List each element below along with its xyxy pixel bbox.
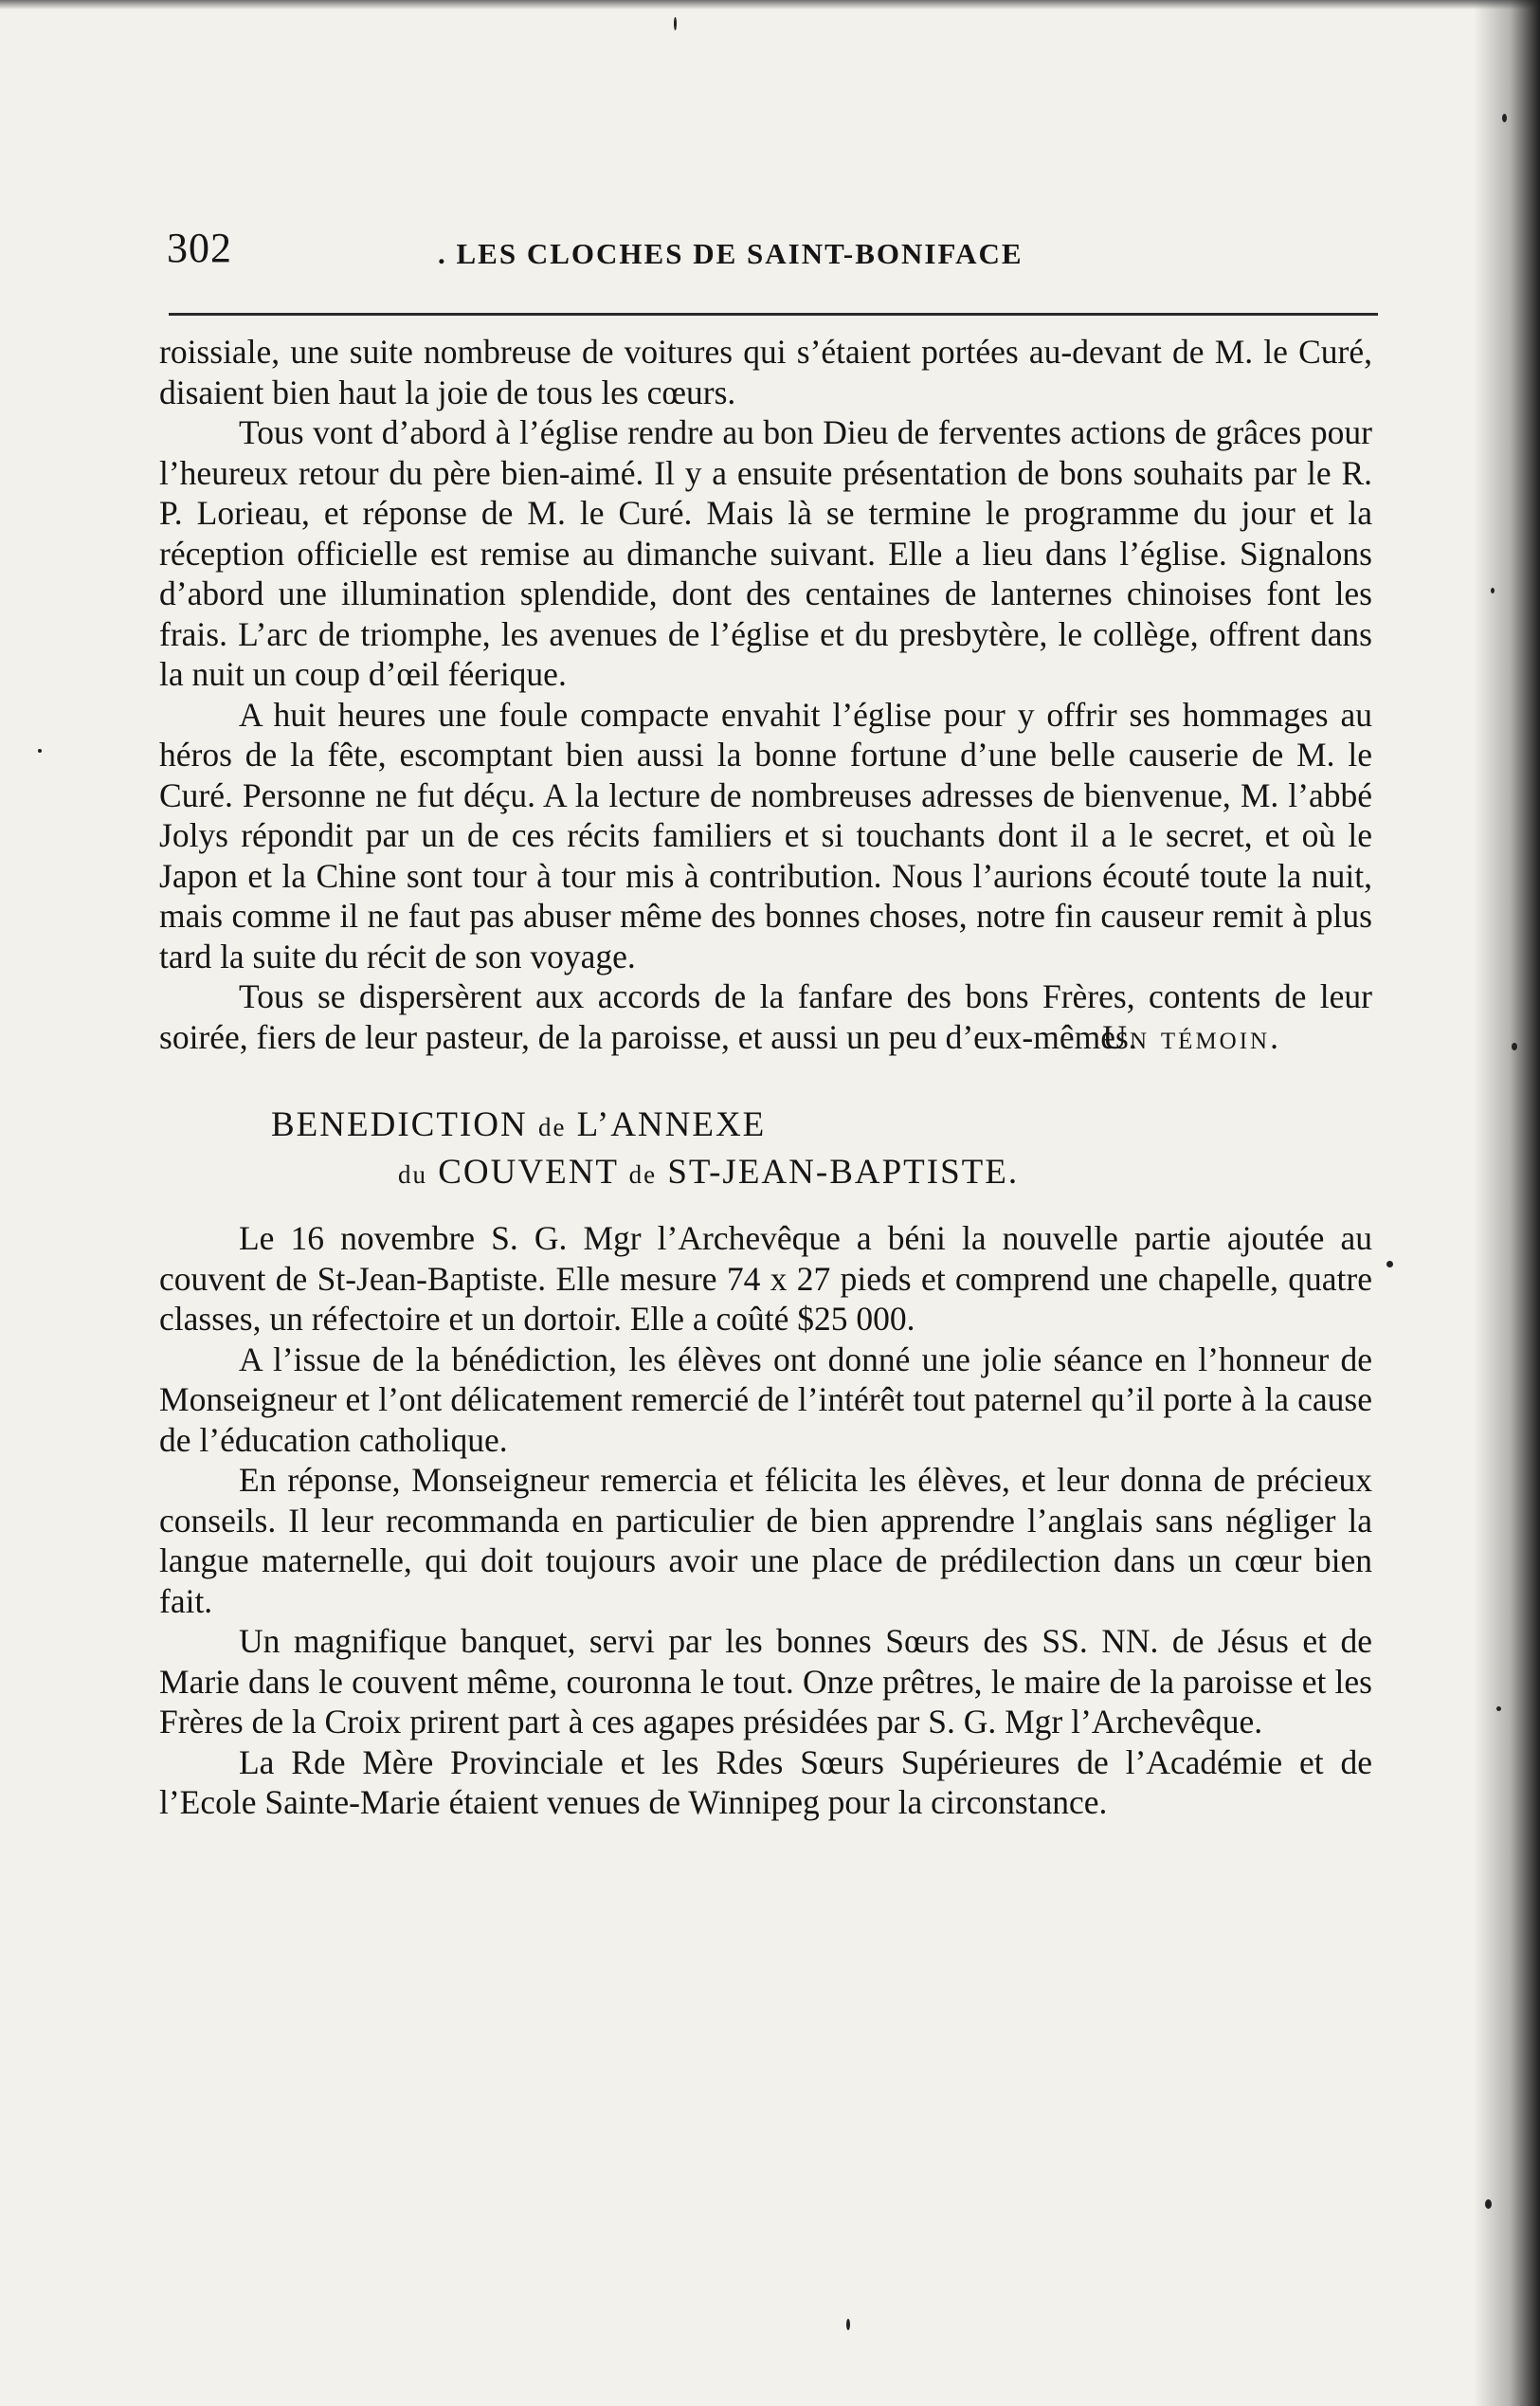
heading-word: de [537,1113,567,1141]
heading-word: de [628,1160,658,1189]
heading-word: L’ANNEXE [576,1105,767,1144]
article2-heading-line-2 [159,1150,1372,1197]
heading-word: du [398,1160,427,1189]
page-number: 302 [167,225,232,271]
heading-word: BENEDICTION [271,1105,528,1144]
article2-paragraph-3: En réponse, Monseigneur remercia et félicita les élèves, et leur donna de précieux conseils. Il leur recommanda en particulier de bien apprendre l’anglais sans négliger la langue maternelle, qui doit toujours avoir une place de prédilection dans un cœur bien fait. [159,1461,1372,1620]
page-body [159,332,1372,1823]
heading-word: COUVENT [438,1153,619,1192]
article2-paragraph-5: La Rde Mère Provinciale et les Rdes Sœurs Supérieures de l’Académie et de l’Ecole Sainte-Marie étaient venues de Winnipeg pour la circonstance. [159,1742,1372,1821]
heading-word: ST-JEAN-BAPTISTE. [667,1153,1020,1192]
article1-signature: Un témoin. [1102,1017,1281,1056]
stray-ink-mark [1386,1261,1393,1267]
article1-paragraph-2: Tous vont d’abord à l’église rendre au bon Dieu de ferventes actions de grâces pour l’heureux retour du père bien-aimé. Il y a ensuite présentation de bons souhaits par le R. P. Lorieau, et réponse de M. le Curé. Mais là se termine le programme du jour et la réception officielle est remise au dimanche suivant. Elle a lieu dans l’église. Signalons d’abord une illumination splendide, dont des centaines de lanternes chinoises font les frais. L’arc de triomphe, les avenues de l’église et du presbytère, le collège, offrent dans la nuit un coup d’œil féerique. [159,413,1372,693]
stray-ink-mark [846,2319,850,2330]
article2-paragraph-1: Le 16 novembre S. G. Mgr l’Archevêque a béni la nouvelle partie ajoutée au couvent de St-Jean-Baptiste. Elle mesure 74 x 27 pieds et comprend une chapelle, quatre classes, un réfectoire et un dortoir. Elle a coûté $25 000. [159,1219,1372,1338]
article1-paragraph-4: Tous se dispersèrent aux accords de la fanfare des bons Frères, contents de leur soirée, fiers de leur pasteur, de la paroisse, et aussi un peu d’eux-mêmes. [159,977,1372,1056]
article2-heading-line-1 [159,1103,1372,1150]
stray-ink-mark [674,17,677,30]
article2-paragraph-4: Un magnifique banquet, servi par les bonnes Sœurs des SS. NN. de Jésus et de Marie dans le couvent même, couronna le tout. Onze prêtres, le maire de la paroisse et les Frères de la Croix prirent part à ces agapes présidées par S. G. Mgr l’Archevêque. [159,1622,1372,1741]
page-top-edge [0,0,1540,9]
article2-paragraph-2: A l’issue de la bénédiction, les élèves ont donné une jolie séance en l’honneur de Monseigneur et l’ont délicatement remercié de l’intérêt tout paternel qu’il porte à la cause de l’éducation catholique. [159,1340,1372,1459]
page-right-edge [1474,0,1540,2406]
article2-body [159,1218,1372,1823]
running-title: . LES CLOCHES DE SAINT-BONIFACE [438,237,1024,270]
article1-paragraph-3: A huit heures une foule compacte envahit l’église pour y offrir ses hommages au héros de la fête, escomptant bien aussi la bonne fortune d’une belle causerie de M. le Curé. Personne ne fut déçu. A la lecture de nombreuses adresses de bienvenue, M. l’abbé Jolys répondit par un de ces récits familiers et si touchants dont il a le secret, et où le Japon et la Chine sont tour à tour mis à contribution. Nous l’aurions écouté toute la nuit, mais comme il ne faut pas abuser même des bonnes choses, notre fin causeur remit à plus tard la suite du récit de son voyage. [159,695,1372,975]
article2-heading [159,1103,1372,1197]
running-head [167,218,1380,275]
header-rule [169,313,1378,316]
article1-paragraph-1: roissiale, une suite nombreuse de voitures qui s’étaient portées au-devant de M. le Curé, disaient bien haut la joie de tous les cœurs. [159,333,1372,411]
stray-ink-mark [38,749,42,753]
